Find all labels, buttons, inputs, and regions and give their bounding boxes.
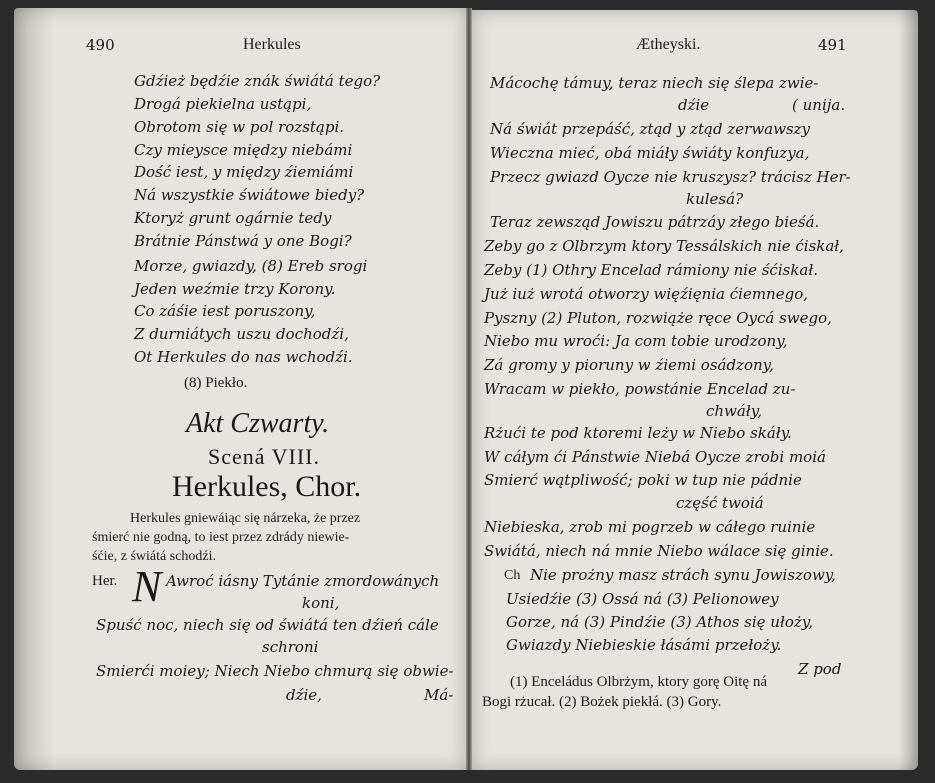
chorus-line: Nie prożny masz strách synu Jowiszowy, [530,566,837,584]
verse-line: Gdźież będźie znák świátá tego? [134,72,381,90]
verse-line: Dość iest, y między źiemiámi [134,163,354,181]
footnote-line: (1) Enceládus Olbrżym, ktory gorę Oitę ná [510,674,767,690]
page-shadow [14,8,54,770]
speech-line: Spuść noc, niech się od świátá ten dźień cále [96,616,439,634]
verse-line: Czy mieysce między niebámi [134,141,353,159]
scene-heading: Scená VIII. [208,444,320,469]
verse-line: chwáły, [706,402,762,420]
verse-line: Zeby (1) Othry Encelad rámiony nie śćiskał. [484,261,818,279]
scene-persons: Herkules, Chor. [172,470,362,503]
verse-line: Brátnie Pánstwá y one Bogi? [134,232,352,250]
running-head-left: Herkules [243,36,301,53]
chorus-label: Ch [504,568,521,583]
speech-line: schroni [262,638,319,656]
verse-line: Ktoryż grunt ogárnie tedy [134,209,332,227]
act-title: Akt Czwarty. [186,408,330,439]
chorus-line: Usiedźie (3) Ossá ná (3) Pelionowey [506,590,779,608]
speech-line: Awroć iásny Tytánie zmordowánych [166,572,440,590]
verse-line: Ot Herkules do nas wchodźi. [134,348,353,366]
running-head-right: Ætheyski. [636,36,701,53]
verse-line: Swiátá, niech ná mnie Niebo wálace się ginie. [484,542,834,560]
page-number-left: 490 [86,36,115,54]
verse-line: Smierć wątpliwość; poki w tup nie pádnie [484,471,802,489]
footnote: (8) Piekło. [184,375,248,391]
verse-line: Już iuż wrotá otworzy więźięnia ćiemnego, [484,285,808,303]
page-shadow [898,10,918,770]
verse-line: Ná świát przepáść, ztąd y ztąd zerwawszy [490,120,811,138]
verse-line: Pyszny (2) Pluton, rozwiąże ręce Oycá swego, [484,309,832,327]
verse-line: Teraz zewsząd Jowiszu pátrzáy złego bieśá. [490,213,820,231]
verse-line: W cáłym ći Pánstwie Niebá Oycze zrobi moiá [484,448,826,466]
argument-line: śmierć nie godną, to iest przez zdrády niewie- [92,530,350,545]
footnote-line: Bogi rżucał. (2) Bożek piekłá. (3) Gory. [482,694,722,710]
verse-line: Wracam w piekło, powstánie Encelad zu- [484,380,796,398]
verse-line: Wieczna mieć, obá miáły świáty konfuzya, [490,144,810,162]
verse-line: dźie [678,96,710,114]
speech-line: dźie, [286,686,322,704]
verse-line: Obrotom się w pol rozstąpi. [134,118,345,136]
verse-line: Rżući te pod ktoremi leży w Niebo skáły. [484,424,792,442]
verse-line: Drogá piekielna ustąpi, [134,95,312,113]
argument-line: śćie, z świátá schodźi. [92,549,217,564]
verse-line: Mácochę támuy, teraz niech się ślepa zwie- [490,74,819,92]
speech-line: Smierći moiey; Niech Niebo chmurą się obwie- [96,662,454,680]
speaker-label: Her. [92,573,118,589]
verse-line: Zeby go z Olbrzym ktory Tessálskich nie ćiskał, [484,237,844,255]
page-number-right: 491 [818,36,847,54]
verse-line: Niebo mu wroći: Ja com tobie urodzony, [484,332,788,350]
verse-line: Ná wszystkie świátowe biedy? [134,186,365,204]
verse-line: kulesá? [686,190,744,208]
verse-line: Morze, gwiazdy, (8) Ereb srogi [134,257,368,275]
verse-line: Przecz gwiazd Oycze nie kruszysz? trácisz Her- [490,168,851,186]
verse-line: Niebieska, zrob mi pogrzeb w cáłego ruinie [484,518,816,536]
verse-line: Co záśie iest poruszony, [134,302,316,320]
chorus-line: Gorze, ná (3) Pindźie (3) Athos się ułoży, [506,613,814,631]
argument-line: Herkules gniewáiąc się nárzeka, że przez [130,511,361,526]
catchword: Má- [424,686,454,704]
verse-line: Z durniátych uszu dochodźi, [134,325,349,343]
verse-line: Jeden weźmie trzy Korony. [134,280,336,298]
verse-line: Zá gromy y pioruny w źiemi osádzony, [484,356,774,374]
speech-line: koni, [302,594,340,612]
verse-line: ( unija. [792,96,846,114]
chorus-line: Gwiazdy Niebieskie łásámi przełoży. [506,636,782,654]
catchword: Z pod [798,660,842,678]
drop-cap: N [132,562,162,611]
verse-line: część twoiá [676,494,764,512]
